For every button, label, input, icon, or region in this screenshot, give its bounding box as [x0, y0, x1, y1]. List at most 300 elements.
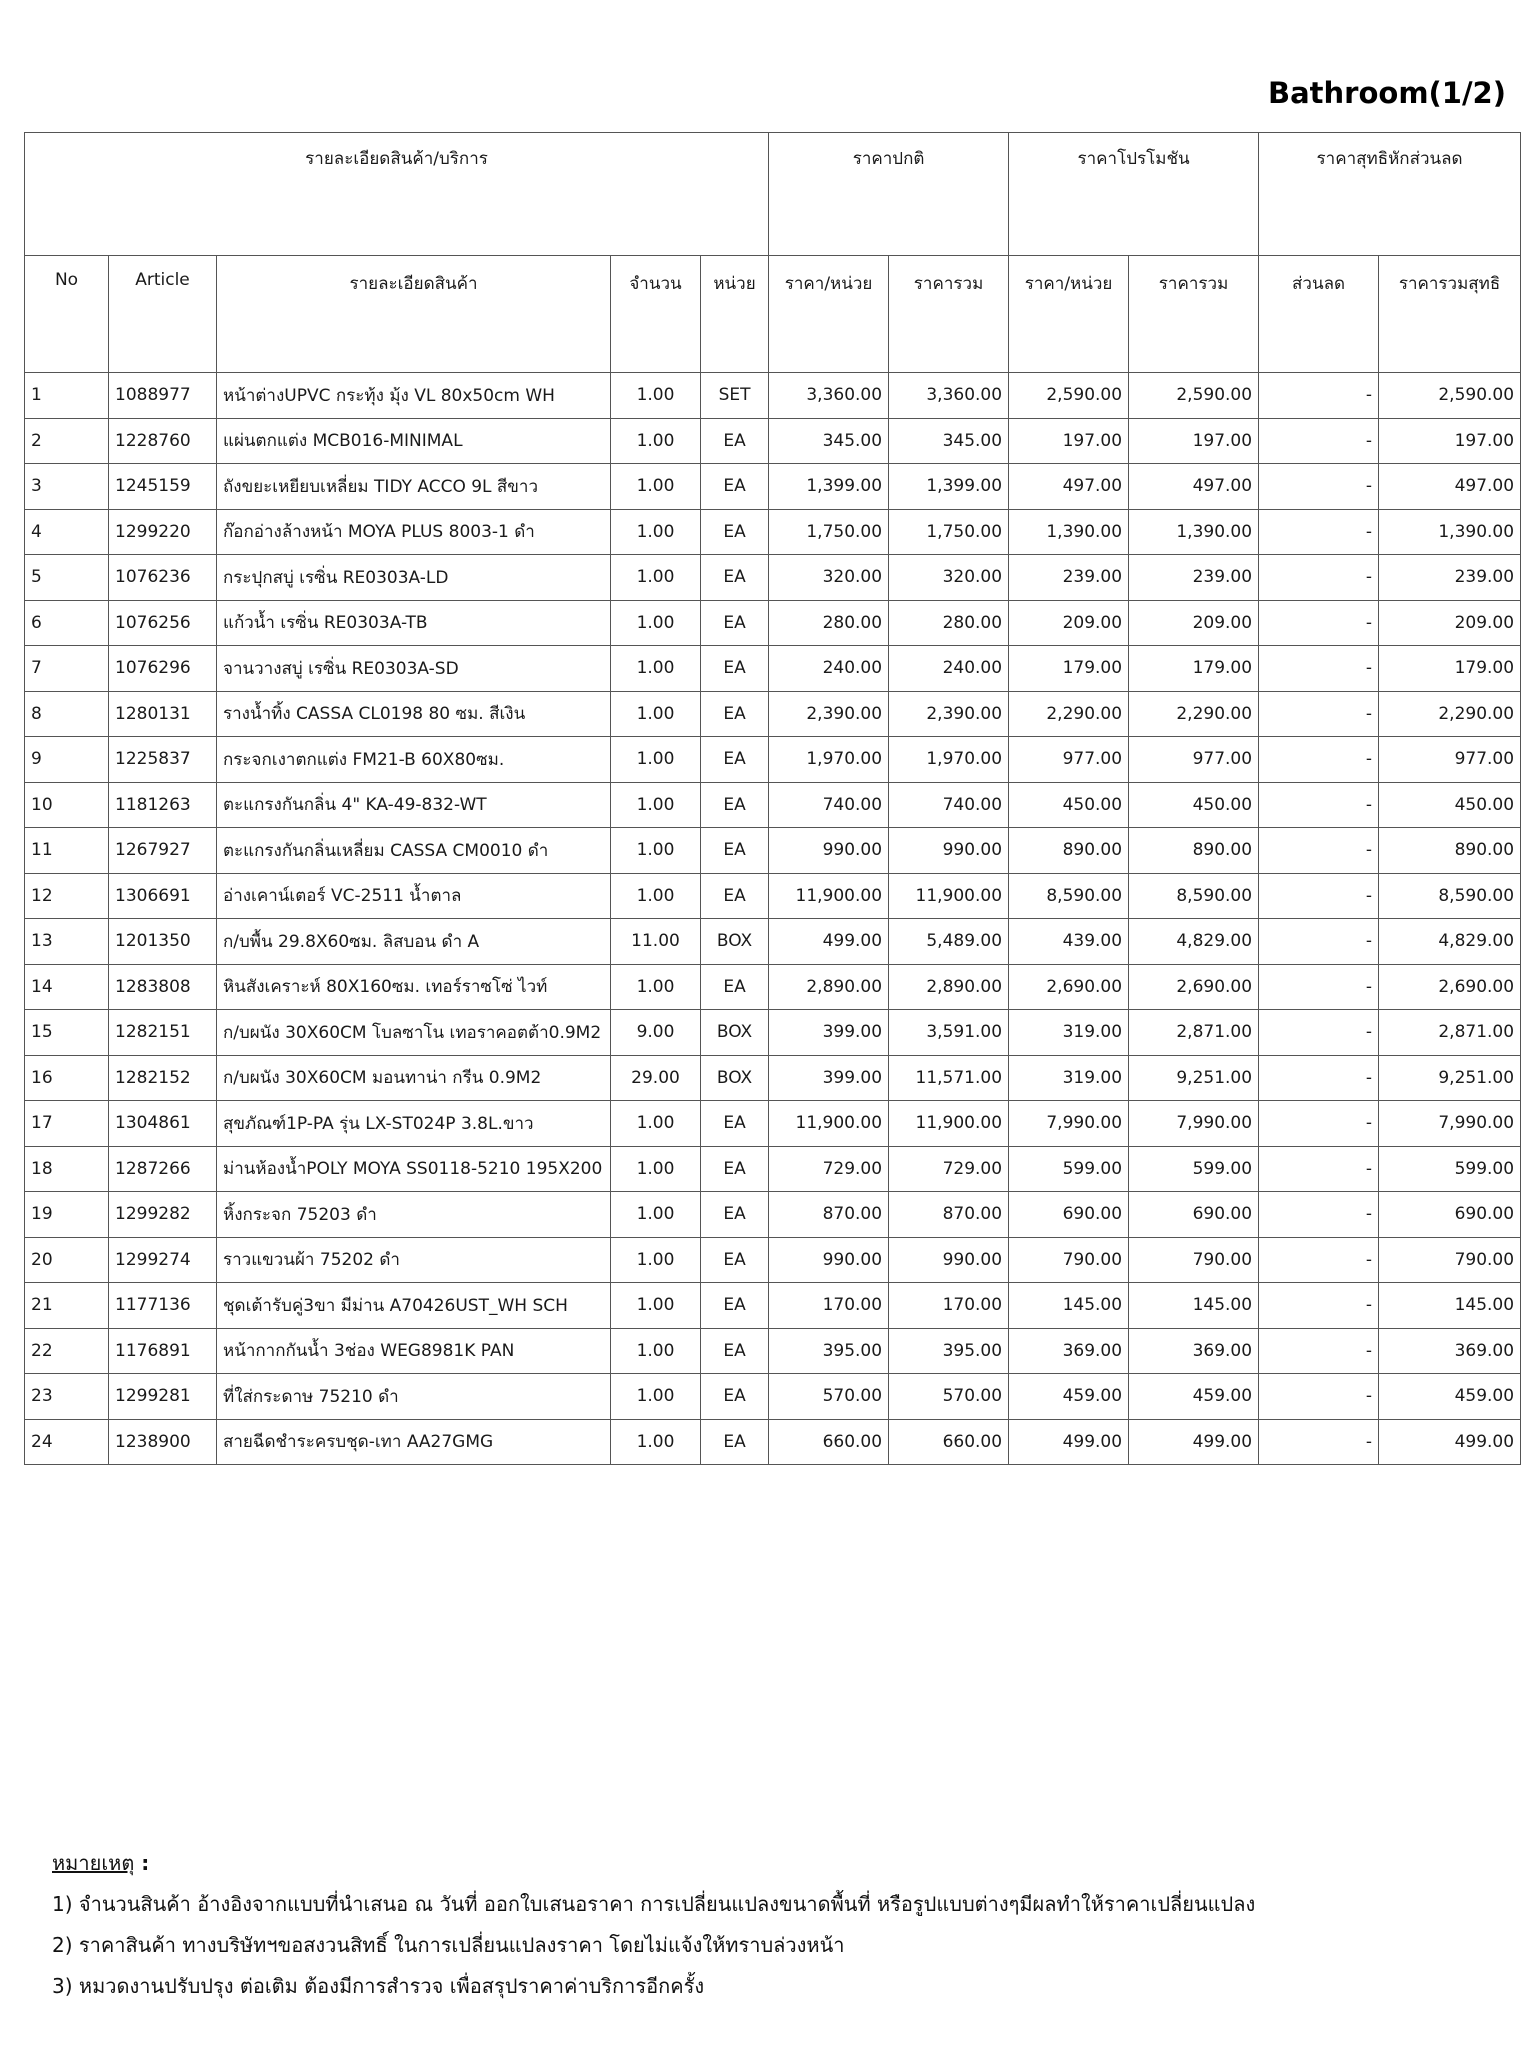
cell-net-total: 499.00	[1379, 1419, 1521, 1465]
group-header-details: รายละเอียดสินค้า/บริการ	[25, 133, 769, 256]
cell-no: 12	[25, 873, 109, 919]
col-header-unit: หน่วย	[701, 256, 769, 373]
cell-promo-total: 497.00	[1129, 464, 1259, 510]
cell-no: 13	[25, 919, 109, 965]
cell-promo-unit-price: 977.00	[1009, 737, 1129, 783]
cell-no: 14	[25, 964, 109, 1010]
cell-no: 18	[25, 1146, 109, 1192]
cell-reg-total: 2,890.00	[889, 964, 1009, 1010]
col-header-promo-total: ราคารวม	[1129, 256, 1259, 373]
cell-promo-unit-price: 890.00	[1009, 828, 1129, 874]
col-header-promo-unit-price: ราคา/หน่วย	[1009, 256, 1129, 373]
cell-reg-total: 240.00	[889, 646, 1009, 692]
cell-net-total: 497.00	[1379, 464, 1521, 510]
cell-promo-total: 690.00	[1129, 1192, 1259, 1238]
cell-reg-unit-price: 320.00	[769, 555, 889, 601]
table-row	[25, 691, 1521, 737]
group-header-row	[25, 133, 1521, 256]
cell-promo-total: 369.00	[1129, 1328, 1259, 1374]
cell-reg-total: 5,489.00	[889, 919, 1009, 965]
cell-reg-total: 11,900.00	[889, 1101, 1009, 1147]
column-header-row	[25, 256, 1521, 373]
cell-no: 17	[25, 1101, 109, 1147]
table-row	[25, 737, 1521, 783]
cell-qty: 9.00	[611, 1010, 701, 1056]
cell-qty: 1.00	[611, 555, 701, 601]
cell-promo-total: 9,251.00	[1129, 1055, 1259, 1101]
cell-unit: EA	[701, 1328, 769, 1374]
cell-net-total: 450.00	[1379, 782, 1521, 828]
table-row	[25, 600, 1521, 646]
cell-article: 1304861	[109, 1101, 217, 1147]
col-header-reg-total: ราคารวม	[889, 256, 1009, 373]
cell-article: 1238900	[109, 1419, 217, 1465]
cell-net-total: 369.00	[1379, 1328, 1521, 1374]
cell-reg-total: 660.00	[889, 1419, 1009, 1465]
note-line-3: 3) หมวดงานปรับปรุง ต่อเติม ต้องมีการสำรวจ เพื่อสรุปราคาค่าบริการอีกครั้ง	[52, 1974, 705, 1998]
cell-unit: EA	[701, 964, 769, 1010]
group-header-regular-price: ราคาปกติ	[769, 133, 1009, 256]
cell-qty: 1.00	[611, 691, 701, 737]
cell-description: หน้าต่างUPVC กระทุ้ง มุ้ง VL 80x50cm WH	[217, 373, 611, 419]
cell-promo-unit-price: 690.00	[1009, 1192, 1129, 1238]
cell-description: สุขภัณฑ์1P-PA รุ่น LX-ST024P 3.8L.ขาว	[217, 1101, 611, 1147]
cell-reg-total: 320.00	[889, 555, 1009, 601]
cell-description: หน้ากากกันน้ำ 3ช่อง WEG8981K PAN	[217, 1328, 611, 1374]
cell-promo-total: 499.00	[1129, 1419, 1259, 1465]
cell-no: 2	[25, 418, 109, 464]
cell-promo-total: 599.00	[1129, 1146, 1259, 1192]
cell-description: ตะแกรงกันกลิ่น 4" KA-49-832-WT	[217, 782, 611, 828]
table-row	[25, 555, 1521, 601]
cell-discount: -	[1259, 1419, 1379, 1465]
cell-no: 24	[25, 1419, 109, 1465]
cell-no: 8	[25, 691, 109, 737]
cell-reg-total: 990.00	[889, 1237, 1009, 1283]
cell-promo-total: 459.00	[1129, 1374, 1259, 1420]
cell-article: 1267927	[109, 828, 217, 874]
cell-promo-unit-price: 369.00	[1009, 1328, 1129, 1374]
col-header-discount: ส่วนลด	[1259, 256, 1379, 373]
table-row	[25, 964, 1521, 1010]
cell-reg-unit-price: 399.00	[769, 1055, 889, 1101]
cell-reg-unit-price: 499.00	[769, 919, 889, 965]
cell-promo-unit-price: 197.00	[1009, 418, 1129, 464]
cell-promo-unit-price: 2,290.00	[1009, 691, 1129, 737]
cell-no: 7	[25, 646, 109, 692]
table-row	[25, 782, 1521, 828]
table-row	[25, 1010, 1521, 1056]
table-row	[25, 1328, 1521, 1374]
cell-reg-total: 11,571.00	[889, 1055, 1009, 1101]
cell-reg-total: 3,360.00	[889, 373, 1009, 419]
note-line-1: 1) จำนวนสินค้า อ้างอิงจากแบบที่นำเสนอ ณ วันที่ ออกใบเสนอราคา การเปลี่ยนแปลงขนาดพื้นที่ หรือรูปแบบต่างๆมีผลทำให้ราคาเปลี่ยนแปลง	[52, 1892, 1256, 1916]
cell-qty: 1.00	[611, 373, 701, 419]
cell-promo-unit-price: 179.00	[1009, 646, 1129, 692]
cell-net-total: 2,290.00	[1379, 691, 1521, 737]
cell-reg-total: 395.00	[889, 1328, 1009, 1374]
table-row	[25, 873, 1521, 919]
cell-net-total: 890.00	[1379, 828, 1521, 874]
cell-discount: -	[1259, 418, 1379, 464]
cell-net-total: 599.00	[1379, 1146, 1521, 1192]
cell-promo-total: 890.00	[1129, 828, 1259, 874]
cell-reg-total: 3,591.00	[889, 1010, 1009, 1056]
col-header-reg-unit-price: ราคา/หน่วย	[769, 256, 889, 373]
cell-discount: -	[1259, 1010, 1379, 1056]
table-row	[25, 1101, 1521, 1147]
cell-net-total: 9,251.00	[1379, 1055, 1521, 1101]
cell-reg-total: 1,970.00	[889, 737, 1009, 783]
cell-no: 4	[25, 509, 109, 555]
notes-section	[52, 1843, 1255, 2007]
cell-description: ก/บผนัง 30X60CM โบลซาโน เทอราคอตต้า0.9M2	[217, 1010, 611, 1056]
cell-promo-unit-price: 209.00	[1009, 600, 1129, 646]
cell-article: 1280131	[109, 691, 217, 737]
cell-qty: 1.00	[611, 873, 701, 919]
table-row	[25, 1146, 1521, 1192]
cell-discount: -	[1259, 555, 1379, 601]
group-header-promo-price: ราคาโปรโมชัน	[1009, 133, 1259, 256]
cell-net-total: 7,990.00	[1379, 1101, 1521, 1147]
cell-description: ที่ใส่กระดาษ 75210 ดำ	[217, 1374, 611, 1420]
cell-promo-unit-price: 1,390.00	[1009, 509, 1129, 555]
cell-qty: 1.00	[611, 964, 701, 1010]
cell-net-total: 239.00	[1379, 555, 1521, 601]
cell-promo-total: 2,871.00	[1129, 1010, 1259, 1056]
cell-article: 1088977	[109, 373, 217, 419]
cell-reg-unit-price: 660.00	[769, 1419, 889, 1465]
cell-discount: -	[1259, 1374, 1379, 1420]
cell-description: จานวางสบู่ เรซิ่น RE0303A-SD	[217, 646, 611, 692]
cell-article: 1201350	[109, 919, 217, 965]
cell-article: 1176891	[109, 1328, 217, 1374]
cell-net-total: 4,829.00	[1379, 919, 1521, 965]
cell-article: 1299274	[109, 1237, 217, 1283]
cell-discount: -	[1259, 1237, 1379, 1283]
cell-unit: EA	[701, 1283, 769, 1329]
cell-article: 1181263	[109, 782, 217, 828]
cell-no: 1	[25, 373, 109, 419]
cell-promo-total: 2,690.00	[1129, 964, 1259, 1010]
cell-description: รางน้ำทิ้ง CASSA CL0198 80 ซม. สีเงิน	[217, 691, 611, 737]
table-row	[25, 1055, 1521, 1101]
cell-reg-unit-price: 345.00	[769, 418, 889, 464]
cell-unit: EA	[701, 1374, 769, 1420]
cell-description: กระจกเงาตกแต่ง FM21-B 60X80ซม.	[217, 737, 611, 783]
cell-qty: 1.00	[611, 1328, 701, 1374]
cell-article: 1299282	[109, 1192, 217, 1238]
table-body	[25, 373, 1521, 1465]
cell-discount: -	[1259, 1192, 1379, 1238]
table-row	[25, 1419, 1521, 1465]
cell-reg-unit-price: 2,390.00	[769, 691, 889, 737]
cell-qty: 1.00	[611, 464, 701, 510]
table-row	[25, 373, 1521, 419]
cell-article: 1283808	[109, 964, 217, 1010]
cell-reg-total: 1,750.00	[889, 509, 1009, 555]
cell-reg-unit-price: 570.00	[769, 1374, 889, 1420]
cell-qty: 1.00	[611, 418, 701, 464]
cell-reg-total: 1,399.00	[889, 464, 1009, 510]
cell-no: 11	[25, 828, 109, 874]
cell-article: 1228760	[109, 418, 217, 464]
cell-qty: 1.00	[611, 1419, 701, 1465]
cell-net-total: 690.00	[1379, 1192, 1521, 1238]
cell-reg-total: 2,390.00	[889, 691, 1009, 737]
cell-reg-unit-price: 399.00	[769, 1010, 889, 1056]
cell-net-total: 145.00	[1379, 1283, 1521, 1329]
cell-reg-unit-price: 990.00	[769, 828, 889, 874]
col-header-description: รายละเอียดสินค้า	[217, 256, 611, 373]
cell-promo-total: 2,590.00	[1129, 373, 1259, 419]
cell-unit: EA	[701, 1192, 769, 1238]
cell-discount: -	[1259, 691, 1379, 737]
cell-reg-total: 11,900.00	[889, 873, 1009, 919]
cell-reg-unit-price: 1,750.00	[769, 509, 889, 555]
cell-article: 1299220	[109, 509, 217, 555]
quotation-table	[24, 132, 1521, 1465]
cell-discount: -	[1259, 600, 1379, 646]
cell-reg-unit-price: 395.00	[769, 1328, 889, 1374]
cell-article: 1076256	[109, 600, 217, 646]
cell-reg-unit-price: 280.00	[769, 600, 889, 646]
cell-unit: EA	[701, 828, 769, 874]
cell-promo-unit-price: 239.00	[1009, 555, 1129, 601]
cell-unit: EA	[701, 418, 769, 464]
cell-no: 9	[25, 737, 109, 783]
note-line-2: 2) ราคาสินค้า ทางบริษัทฯขอสงวนสิทธิ์ ในการเปลี่ยนแปลงราคา โดยไม่แจ้งให้ทราบล่วงหน้า	[52, 1933, 845, 1957]
cell-discount: -	[1259, 1101, 1379, 1147]
cell-reg-unit-price: 870.00	[769, 1192, 889, 1238]
cell-description: ตะแกรงกันกลิ่นเหลี่ยม CASSA CM0010 ดำ	[217, 828, 611, 874]
cell-unit: EA	[701, 1101, 769, 1147]
cell-net-total: 2,590.00	[1379, 373, 1521, 419]
cell-discount: -	[1259, 737, 1379, 783]
cell-reg-total: 729.00	[889, 1146, 1009, 1192]
cell-article: 1076296	[109, 646, 217, 692]
cell-qty: 1.00	[611, 1283, 701, 1329]
cell-reg-unit-price: 240.00	[769, 646, 889, 692]
cell-promo-total: 2,290.00	[1129, 691, 1259, 737]
cell-qty: 1.00	[611, 646, 701, 692]
cell-discount: -	[1259, 964, 1379, 1010]
cell-discount: -	[1259, 782, 1379, 828]
cell-unit: BOX	[701, 919, 769, 965]
cell-qty: 1.00	[611, 828, 701, 874]
cell-discount: -	[1259, 464, 1379, 510]
cell-no: 21	[25, 1283, 109, 1329]
cell-reg-unit-price: 11,900.00	[769, 873, 889, 919]
cell-promo-total: 179.00	[1129, 646, 1259, 692]
cell-unit: EA	[701, 555, 769, 601]
cell-unit: EA	[701, 509, 769, 555]
table-row	[25, 1237, 1521, 1283]
cell-net-total: 179.00	[1379, 646, 1521, 692]
cell-unit: BOX	[701, 1010, 769, 1056]
cell-unit: BOX	[701, 1055, 769, 1101]
cell-promo-unit-price: 450.00	[1009, 782, 1129, 828]
cell-discount: -	[1259, 1146, 1379, 1192]
cell-promo-unit-price: 497.00	[1009, 464, 1129, 510]
table-row	[25, 1283, 1521, 1329]
cell-no: 22	[25, 1328, 109, 1374]
cell-article: 1306691	[109, 873, 217, 919]
cell-description: สายฉีดชำระครบชุด-เทา AA27GMG	[217, 1419, 611, 1465]
cell-discount: -	[1259, 828, 1379, 874]
cell-reg-total: 280.00	[889, 600, 1009, 646]
cell-unit: EA	[701, 737, 769, 783]
cell-description: อ่างเคาน์เตอร์ VC-2511 น้ำตาล	[217, 873, 611, 919]
cell-qty: 1.00	[611, 1192, 701, 1238]
cell-reg-unit-price: 740.00	[769, 782, 889, 828]
cell-net-total: 459.00	[1379, 1374, 1521, 1420]
cell-reg-total: 870.00	[889, 1192, 1009, 1238]
cell-description: ก/บพื้น 29.8X60ซม. ลิสบอน ดำ A	[217, 919, 611, 965]
notes-colon: :	[134, 1851, 150, 1875]
cell-reg-unit-price: 990.00	[769, 1237, 889, 1283]
cell-discount: -	[1259, 373, 1379, 419]
table-row	[25, 1192, 1521, 1238]
cell-net-total: 2,690.00	[1379, 964, 1521, 1010]
cell-no: 6	[25, 600, 109, 646]
cell-promo-total: 977.00	[1129, 737, 1259, 783]
cell-discount: -	[1259, 1328, 1379, 1374]
col-header-no: No	[25, 256, 109, 373]
col-header-article: Article	[109, 256, 217, 373]
cell-description: ชุดเต้ารับคู่3ขา มีม่าน A70426UST_WH SCH	[217, 1283, 611, 1329]
cell-no: 10	[25, 782, 109, 828]
cell-promo-total: 450.00	[1129, 782, 1259, 828]
col-header-net-total: ราคารวมสุทธิ	[1379, 256, 1521, 373]
cell-unit: EA	[701, 464, 769, 510]
cell-description: ถังขยะเหยียบเหลี่ยม TIDY ACCO 9L สีขาว	[217, 464, 611, 510]
cell-promo-unit-price: 439.00	[1009, 919, 1129, 965]
cell-qty: 1.00	[611, 1374, 701, 1420]
cell-net-total: 790.00	[1379, 1237, 1521, 1283]
cell-article: 1282151	[109, 1010, 217, 1056]
cell-promo-total: 209.00	[1129, 600, 1259, 646]
cell-promo-unit-price: 319.00	[1009, 1055, 1129, 1101]
cell-promo-unit-price: 145.00	[1009, 1283, 1129, 1329]
table-row	[25, 919, 1521, 965]
cell-promo-unit-price: 499.00	[1009, 1419, 1129, 1465]
cell-no: 23	[25, 1374, 109, 1420]
cell-reg-unit-price: 11,900.00	[769, 1101, 889, 1147]
cell-net-total: 1,390.00	[1379, 509, 1521, 555]
cell-promo-unit-price: 2,690.00	[1009, 964, 1129, 1010]
cell-net-total: 977.00	[1379, 737, 1521, 783]
cell-reg-unit-price: 1,970.00	[769, 737, 889, 783]
cell-qty: 1.00	[611, 509, 701, 555]
cell-promo-total: 197.00	[1129, 418, 1259, 464]
cell-promo-total: 1,390.00	[1129, 509, 1259, 555]
cell-no: 16	[25, 1055, 109, 1101]
cell-unit: EA	[701, 646, 769, 692]
cell-promo-unit-price: 8,590.00	[1009, 873, 1129, 919]
cell-article: 1287266	[109, 1146, 217, 1192]
cell-unit: EA	[701, 873, 769, 919]
cell-description: ก/บผนัง 30X60CM มอนทาน่า กรีน 0.9M2	[217, 1055, 611, 1101]
cell-no: 3	[25, 464, 109, 510]
col-header-qty: จำนวน	[611, 256, 701, 373]
cell-reg-total: 570.00	[889, 1374, 1009, 1420]
cell-no: 19	[25, 1192, 109, 1238]
cell-description: กระปุกสบู่ เรซิ่น RE0303A-LD	[217, 555, 611, 601]
cell-promo-total: 145.00	[1129, 1283, 1259, 1329]
group-header-net-price: ราคาสุทธิหักส่วนลด	[1259, 133, 1521, 256]
cell-reg-total: 170.00	[889, 1283, 1009, 1329]
page-title: Bathroom(1/2)	[1267, 76, 1506, 110]
cell-unit: EA	[701, 1146, 769, 1192]
cell-discount: -	[1259, 873, 1379, 919]
cell-net-total: 2,871.00	[1379, 1010, 1521, 1056]
cell-unit: EA	[701, 1237, 769, 1283]
cell-reg-unit-price: 729.00	[769, 1146, 889, 1192]
cell-description: ก๊อกอ่างล้างหน้า MOYA PLUS 8003-1 ดำ	[217, 509, 611, 555]
cell-qty: 1.00	[611, 600, 701, 646]
cell-reg-total: 740.00	[889, 782, 1009, 828]
cell-no: 15	[25, 1010, 109, 1056]
cell-no: 20	[25, 1237, 109, 1283]
cell-net-total: 209.00	[1379, 600, 1521, 646]
cell-net-total: 8,590.00	[1379, 873, 1521, 919]
notes-title: หมายเหตุ	[52, 1851, 135, 1875]
cell-description: แก้วน้ำ เรซิ่น RE0303A-TB	[217, 600, 611, 646]
cell-promo-unit-price: 790.00	[1009, 1237, 1129, 1283]
cell-qty: 29.00	[611, 1055, 701, 1101]
cell-unit: SET	[701, 373, 769, 419]
cell-unit: EA	[701, 691, 769, 737]
cell-article: 1245159	[109, 464, 217, 510]
cell-discount: -	[1259, 646, 1379, 692]
cell-promo-unit-price: 459.00	[1009, 1374, 1129, 1420]
cell-unit: EA	[701, 600, 769, 646]
cell-net-total: 197.00	[1379, 418, 1521, 464]
cell-qty: 1.00	[611, 737, 701, 783]
cell-article: 1225837	[109, 737, 217, 783]
cell-reg-unit-price: 3,360.00	[769, 373, 889, 419]
cell-article: 1282152	[109, 1055, 217, 1101]
cell-promo-total: 4,829.00	[1129, 919, 1259, 965]
cell-discount: -	[1259, 919, 1379, 965]
cell-unit: EA	[701, 1419, 769, 1465]
cell-reg-unit-price: 2,890.00	[769, 964, 889, 1010]
cell-reg-unit-price: 1,399.00	[769, 464, 889, 510]
table-row	[25, 1374, 1521, 1420]
cell-promo-total: 7,990.00	[1129, 1101, 1259, 1147]
cell-reg-unit-price: 170.00	[769, 1283, 889, 1329]
notes-heading	[52, 1843, 1255, 1884]
cell-qty: 1.00	[611, 782, 701, 828]
cell-promo-total: 790.00	[1129, 1237, 1259, 1283]
cell-promo-total: 239.00	[1129, 555, 1259, 601]
cell-promo-total: 8,590.00	[1129, 873, 1259, 919]
cell-description: หิ้งกระจก 75203 ดำ	[217, 1192, 611, 1238]
table-row	[25, 418, 1521, 464]
cell-discount: -	[1259, 1055, 1379, 1101]
table-row	[25, 464, 1521, 510]
cell-description: แผ่นตกแต่ง MCB016-MINIMAL	[217, 418, 611, 464]
cell-no: 5	[25, 555, 109, 601]
cell-promo-unit-price: 7,990.00	[1009, 1101, 1129, 1147]
cell-discount: -	[1259, 1283, 1379, 1329]
table-row	[25, 509, 1521, 555]
table-row	[25, 828, 1521, 874]
cell-article: 1177136	[109, 1283, 217, 1329]
cell-description: ม่านห้องน้ำPOLY MOYA SS0118-5210 195X200	[217, 1146, 611, 1192]
cell-description: หินสังเคราะห์ 80X160ซม. เทอร์ราซโซ่ ไวท์	[217, 964, 611, 1010]
